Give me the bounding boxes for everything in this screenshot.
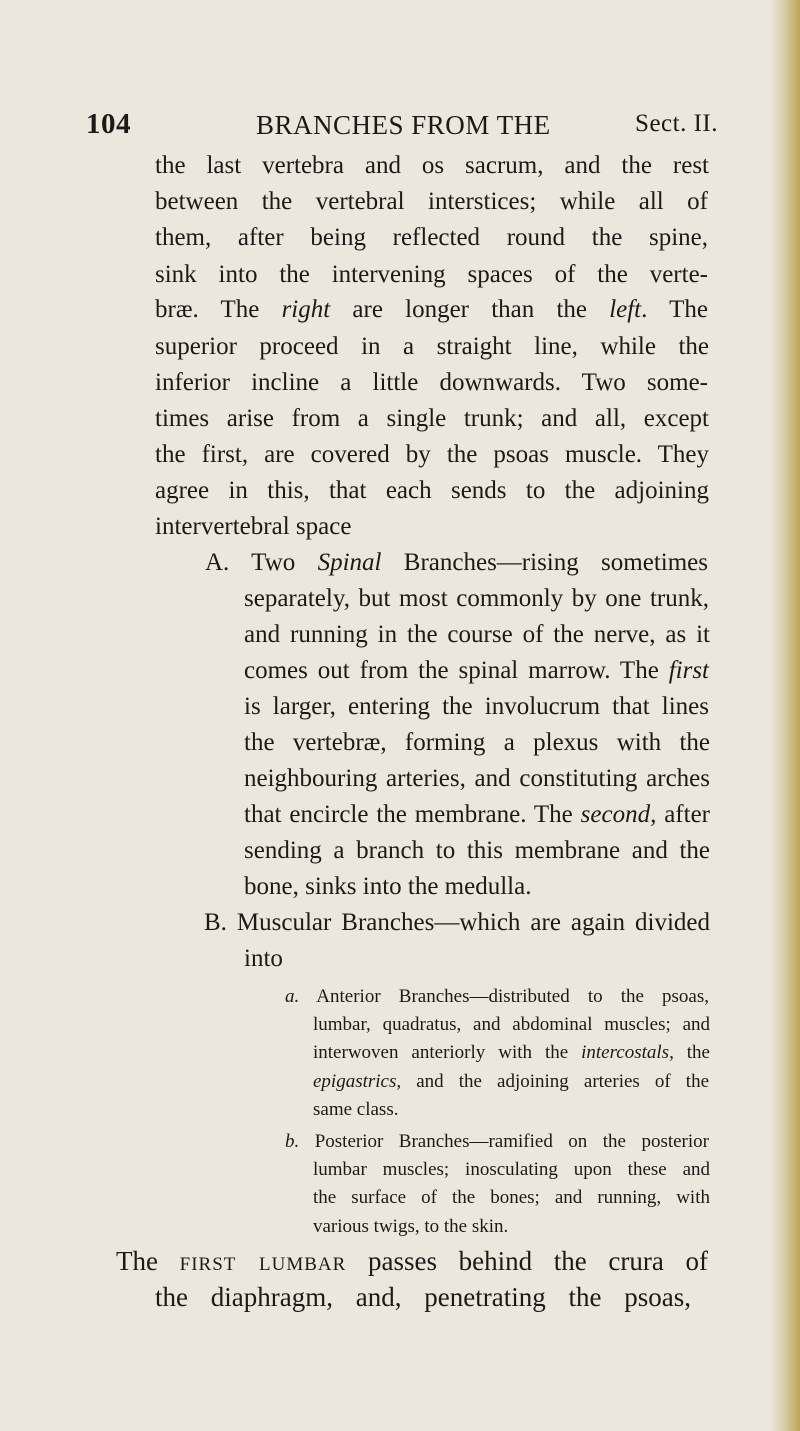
text-segment: and running in the course of the nerve, as it [244,621,710,648]
italic-text: right [281,296,331,323]
page-edge-shadow [770,0,800,1431]
text-line [244,692,709,722]
text-line [313,1158,710,1182]
text-segment: after [656,801,710,828]
text-segment: bræ. The [155,296,282,323]
text-segment: interwoven anteriorly with the [313,1042,582,1063]
text-segment: lumbar muscles; inosculating upon these and [313,1159,710,1180]
text-segment: and the adjoining arteries of the [401,1071,709,1092]
page-number: 104 [86,108,131,140]
text-line [205,548,708,578]
text-line [313,1186,710,1210]
text-line [313,1041,710,1065]
italic-text: left [609,296,642,323]
text-segment: lumbar, quadratus, and abdominal muscles; and [313,1014,710,1035]
italic-text: Spinal [317,549,382,576]
text-segment: The [116,1246,180,1276]
text-segment: various twigs, to the skin. [313,1216,509,1237]
text-segment: B. Muscular Branches—which are again divided [204,909,710,936]
text-segment: the last vertebra and os sacrum, and the rest [155,152,709,179]
text-segment: the diaphragm, and, penetrating the psoas, [155,1282,691,1312]
text-line [244,728,710,758]
text-line [116,1245,708,1277]
text-line [244,620,710,650]
text-segment: into [244,945,283,972]
running-head: BRANCHES FROM THE [256,110,551,140]
text-line [244,656,709,686]
text-segment: are longer than the [330,296,610,323]
text-segment: passes behind the crura of [346,1246,709,1276]
text-line [155,368,708,398]
text-segment: sending a branch to this membrane and the [244,837,710,864]
text-segment: Anterior Branches—distributed to the psoas, [299,986,709,1007]
text-line [313,1013,710,1037]
text-segment: . The [641,296,708,323]
text-segment: that encircle the membrane. The [244,801,581,828]
text-segment: bone, sinks into the medulla. [244,873,532,900]
text-line [155,260,708,290]
text-line [244,800,710,830]
italic-text: a. [285,986,300,1007]
text-line [155,151,709,181]
text-line [244,872,531,902]
italic-text: second, [580,801,657,828]
text-segment: the vertebræ, forming a plexus with the [244,729,710,756]
text-segment: is larger, entering the involucrum that lines [244,693,709,720]
text-segment: Branches—rising sometimes [381,549,708,576]
text-line [155,223,708,253]
text-line [285,985,709,1009]
text-line [155,1281,691,1313]
text-segment: A. Two [205,549,318,576]
text-segment: same class. [313,1099,399,1120]
text-segment: between the vertebral interstices; while all of [155,188,708,215]
text-segment: agree in this, that each sends to the adjoining [155,477,709,504]
text-line [155,440,709,470]
text-segment: Posterior Branches—ramified on the posterior [299,1131,709,1152]
text-segment: sink into the intervening spaces of the verte- [155,261,708,288]
text-segment: superior proceed in a straight line, while the [155,333,709,360]
italic-text: intercostals, [581,1042,674,1063]
text-line [313,1098,398,1122]
text-segment: separately, but most commonly by one trunk, [244,585,709,612]
text-segment: inferior incline a little downwards. Two some- [155,369,708,396]
text-line [244,944,283,974]
text-line [155,404,709,434]
text-segment: the [673,1042,710,1063]
text-segment: neighbouring arteries, and constituting arches [244,765,710,792]
section-label: Sect. II. [635,110,718,137]
italic-text: first [668,657,709,684]
text-line [244,764,710,794]
small-caps-text: first lumbar [179,1246,347,1276]
text-line [204,908,710,938]
text-line [244,584,709,614]
text-line [313,1070,709,1094]
text-line [155,512,351,542]
text-segment: times arise from a single trunk; and all, except [155,405,709,432]
text-segment: the first, are covered by the psoas muscle. They [155,441,709,468]
text-segment: them, after being reflected round the spine, [155,224,708,251]
italic-text: b. [285,1131,300,1152]
text-segment: comes out from the spinal marrow. The [244,657,669,684]
text-segment: intervertebral space [155,513,352,540]
italic-text: epigastrics, [313,1071,402,1092]
text-line [155,295,708,325]
text-line [155,332,709,362]
text-line [155,187,708,217]
text-line [155,476,709,506]
text-segment: the surface of the bones; and running, with [313,1187,710,1208]
text-line [285,1130,709,1154]
text-line [244,836,710,866]
text-line [313,1215,508,1239]
page-header [86,108,718,148]
